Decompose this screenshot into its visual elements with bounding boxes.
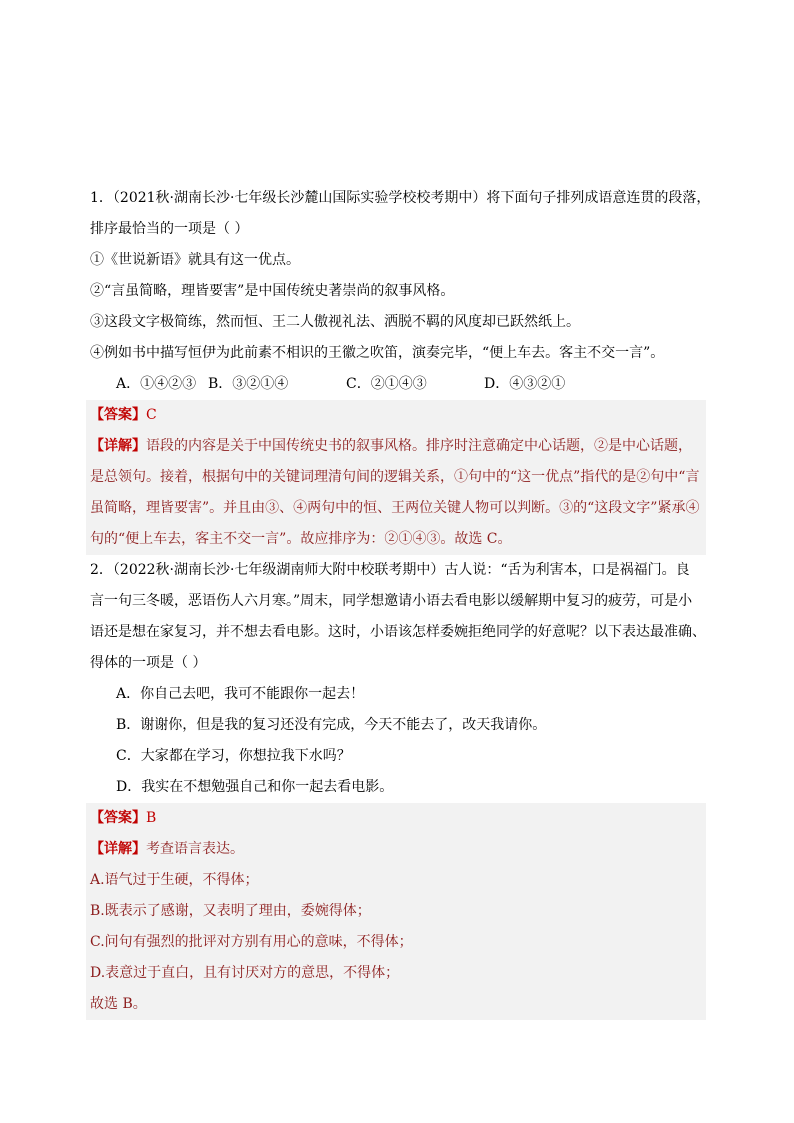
answer-value: C xyxy=(146,407,157,423)
q2-stem-line-2: 言一句三冬暖，恶语伤人六月寒。”周末，同学想邀请小语去看电影以缓解期中复习的疲劳，可是小 xyxy=(90,593,693,609)
q1-sentence-2: ②“言虽简略，理皆要害”是中国传统史著崇尚的叙事风格。 xyxy=(90,283,455,299)
answer-tag: 【答案】 xyxy=(90,407,146,423)
q2-detail-line-4: D.表意过于直白，且有讨厌对方的意思，不得体； xyxy=(90,965,400,981)
q1-detail-line-2: 是总领句。接着，根据句中的关键词理清句间的逻辑关系，①句中的“这一优点”指代的是②句中“言 xyxy=(90,469,700,485)
q2-detail-intro xyxy=(90,834,702,865)
q1-option-d: D．④③②① xyxy=(484,376,566,392)
q1-options xyxy=(90,369,702,400)
q1-option-b: B．③②①④ xyxy=(208,376,289,392)
q1-option-a: A．①④②③ xyxy=(116,376,197,392)
q1-sentence-1: ①《世说新语》就具有这一优点。 xyxy=(90,252,300,268)
q2-detail-line-5: 故选 B。 xyxy=(90,996,147,1012)
detail-text: 考查语言表达。 xyxy=(146,841,244,857)
q1-sentence-3: ③这段文字极简练，然而恒、王二人傲视礼法、洒脱不羁的风度却已跃然纸上。 xyxy=(90,314,580,330)
q1-detail-line-3: 虽简略，理皆要害”。并且由③、④两句中的恒、王两位关键人物可以判断。③的“这段文字”紧承④ xyxy=(90,500,700,516)
q1-answer-block xyxy=(86,400,706,555)
q2-answer xyxy=(90,803,702,834)
answer-tag: 【答案】 xyxy=(90,810,146,826)
detail-tag: 【详解】 xyxy=(90,438,146,454)
answer-value: B xyxy=(146,810,157,826)
q2-option-c: C．大家都在学习，你想拉我下水吗？ xyxy=(116,748,351,764)
q2-detail-line-2: B.既表示了感谢，又表明了理由，委婉得体； xyxy=(90,903,371,919)
q1-detail-line-1 xyxy=(90,431,702,462)
detail-text: 语段的内容是关于中国传统史书的叙事风格。排序时注意确定中心话题，②是中心话题， xyxy=(146,438,692,454)
q2-option-b: B．谢谢你，但是我的复习还没有完成，今天不能去了，改天我请你。 xyxy=(116,717,547,733)
q2-detail-line-3: C.问句有强烈的批评对方别有用心的意味，不得体； xyxy=(90,934,413,950)
q2-option-a: A．你自己去吧，我可不能跟你一起去！ xyxy=(116,686,365,702)
detail-tag: 【详解】 xyxy=(90,841,146,857)
q1-answer xyxy=(90,400,702,431)
q2-stem-line-1: 2．（2022秋·湖南长沙·七年级湖南师大附中校联考期中）古人说：“舌为利害本，口是祸福门。良 xyxy=(90,562,690,578)
q2-stem-line-3: 语还是想在家复习，并不想去看电影。这时，小语该怎样委婉拒绝同学的好意呢？以下表达最准确、 xyxy=(90,624,706,640)
q2-stem-line-4: 得体的一项是（ ） xyxy=(90,655,207,671)
q1-stem-line-1: 1．（2021秋·湖南长沙·七年级长沙麓山国际实验学校校考期中）将下面句子排列成语意连贯的段落， xyxy=(90,190,711,206)
q1-stem-line-2: 排序最恰当的一项是（ ） xyxy=(90,221,249,237)
q2-option-d: D．我实在不想勉强自己和你一起去看电影。 xyxy=(116,779,394,795)
content-area xyxy=(90,183,711,1020)
q1-option-c: C．②①④③ xyxy=(346,376,427,392)
q1-sentence-4: ④例如书中描写恒伊为此前素不相识的王徽之吹笛，演奏完毕，“便上车去。客主不交一言”。 xyxy=(90,345,665,361)
q2-answer-block xyxy=(86,803,706,1020)
q1-detail-line-4: 句的“便上车去，客主不交一言”。故应排序为：②①④③。故选 C。 xyxy=(90,531,512,547)
q2-detail-line-1: A.语气过于生硬，不得体； xyxy=(90,872,259,888)
